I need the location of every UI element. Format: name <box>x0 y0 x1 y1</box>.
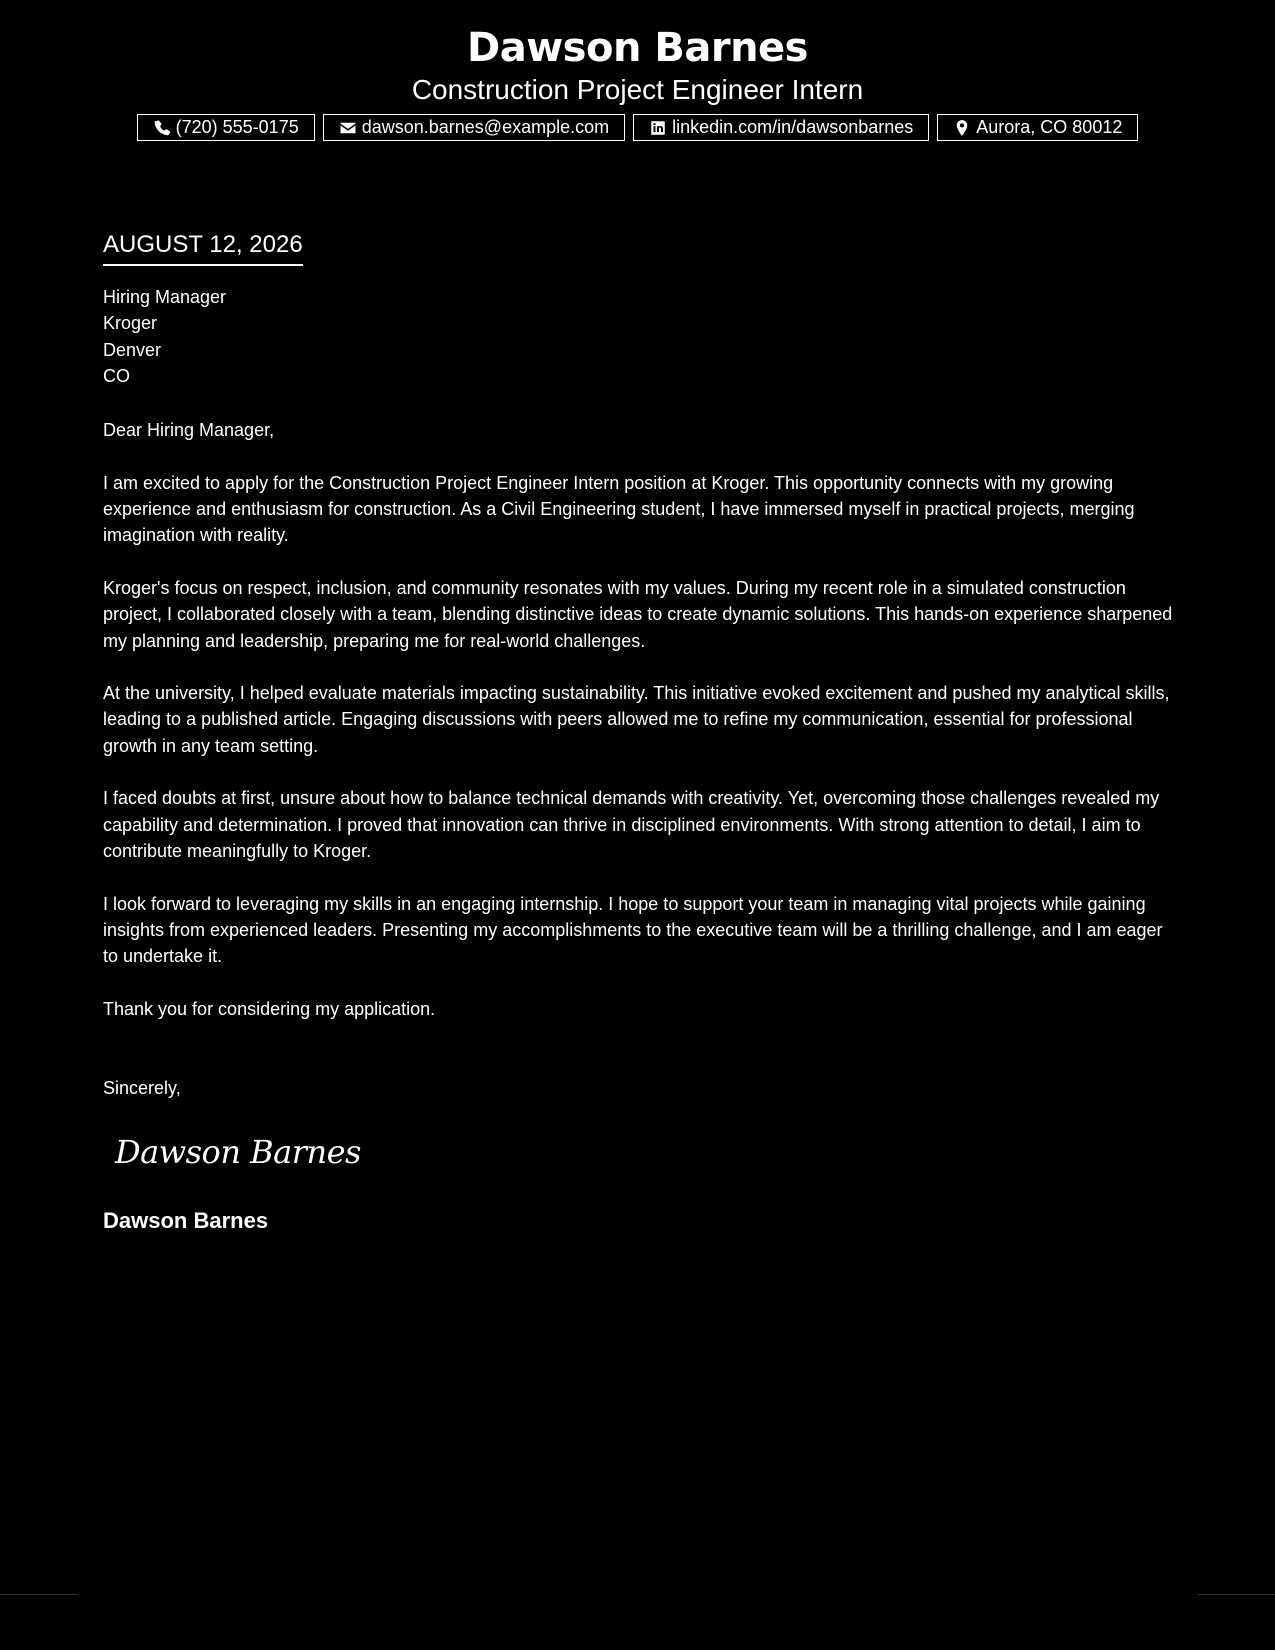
contact-phone-text: (720) 555-0175 <box>175 117 299 137</box>
recipient-line: Hiring Manager <box>103 287 227 307</box>
body-paragraph: Thank you for considering my application. <box>103 998 436 1019</box>
body-paragraph: Kroger's focus on respect, inclusion, and community resonates with my values. During my recent role in a simulated construction project, I collaborated closely with a team, blending distinctive ideas to create dynamic solutions. This hands-on experience sharpened my planning and leadership, preparing me for real-world challenges. <box>103 577 1173 651</box>
footer-rule-left <box>0 1594 77 1595</box>
recipient-block <box>103 284 1173 389</box>
signature-script: Dawson Barnes <box>115 1133 361 1172</box>
recipient-line: CO <box>103 365 130 386</box>
contact-linkedin-text: linkedin.com/in/dawsonbarnes <box>672 117 914 137</box>
contact-email-text: dawson.barnes@example.com <box>361 117 610 137</box>
letter-header <box>0 22 1275 106</box>
applicant-title: Construction Project Engineer Intern <box>411 74 864 105</box>
letter-body <box>103 228 1173 1235</box>
linkedin-icon <box>649 119 667 137</box>
handwritten-signature <box>113 1123 363 1179</box>
closing: Sincerely, <box>103 1078 181 1099</box>
body-paragraph: I look forward to leveraging my skills in an engaging internship. I hope to support your team in managing vital projects while gaining insights from experienced leaders. Presenting my accomplishments to the executive team will be a thrilling challenge, and I am eager to undertake it. <box>103 893 1163 967</box>
letter-date: AUGUST 12, 2026 <box>103 228 303 266</box>
contact-linkedin[interactable] <box>633 114 929 141</box>
contact-email[interactable] <box>323 114 625 141</box>
phone-icon <box>153 119 171 137</box>
contact-phone[interactable] <box>137 114 315 141</box>
body-paragraph: I faced doubts at first, unsure about how to balance technical demands with creativity. Yet, overcoming those challenges revealed my capability and determination. I proved that innovation can thrive in disciplined environments. With strong attention to detail, I aim to contribute meaningfully to Kroger. <box>103 788 1160 861</box>
footer-rule-right <box>1197 1594 1275 1595</box>
salutation: Dear Hiring Manager, <box>103 420 275 441</box>
recipient-line: Denver <box>103 339 162 360</box>
recipient-line: Kroger <box>103 313 158 334</box>
map-marker-icon <box>953 119 971 137</box>
contact-location-text: Aurora, CO 80012 <box>976 117 1123 137</box>
applicant-name: Dawson Barnes <box>467 25 808 71</box>
signer-name: Dawson Barnes <box>103 1207 269 1233</box>
contact-location[interactable] <box>937 114 1138 141</box>
body-paragraph: At the university, I helped evaluate materials impacting sustainability. This initiative evoked excitement and pushed my analytical skills, leading to a published article. Engaging discussions with peers allowed me to refine my communication, essential for professional growth in any team setting. <box>103 683 1170 756</box>
contact-bar <box>0 114 1275 141</box>
body-paragraph: I am excited to apply for the Construction Project Engineer Intern position at Kroger. This opportunity connects with my growing experience and enthusiasm for construction. As a Civil Engineering student, I have immersed myself in practical projects, merging imagination with reality. <box>103 472 1135 546</box>
envelope-icon <box>339 119 357 137</box>
